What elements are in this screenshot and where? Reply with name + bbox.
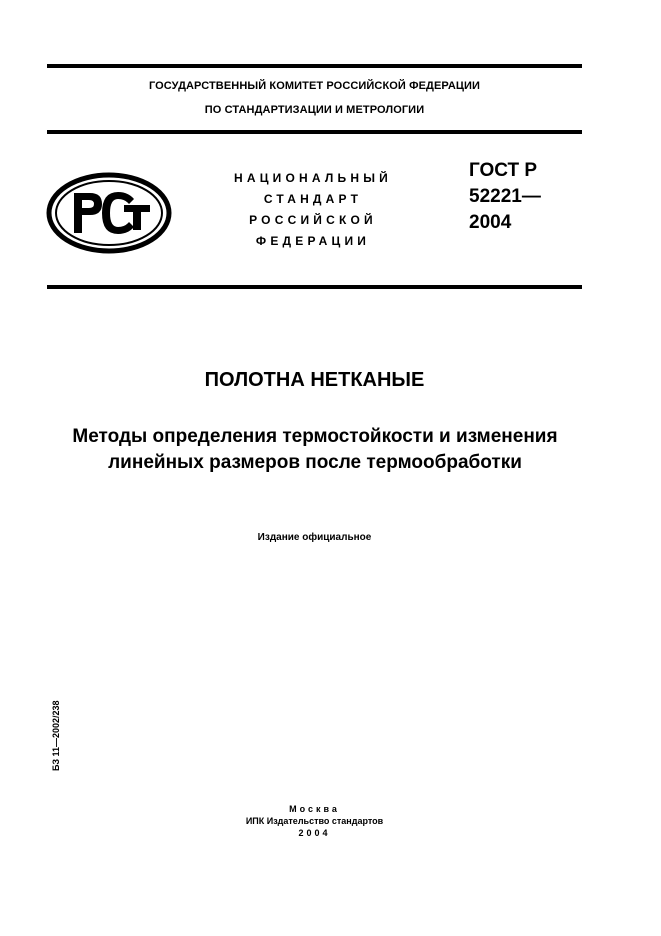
committee-line-2: ПО СТАНДАРТИЗАЦИИ И МЕТРОЛОГИИ bbox=[204, 104, 425, 116]
national-line-1: НАЦИОНАЛЬНЫЙ bbox=[233, 171, 393, 185]
edition-note: Издание официальное bbox=[257, 532, 372, 543]
subtitle-line-2: линейных размеров после термообработки bbox=[108, 452, 522, 473]
imprint-publisher: ИПК Издательство стандартов bbox=[245, 816, 384, 826]
national-standard-label bbox=[218, 168, 408, 252]
national-line-2: СТАНДАРТ bbox=[263, 192, 363, 206]
national-line-4: ФЕДЕРАЦИИ bbox=[255, 234, 371, 248]
subtitle-line-1: Методы определения термостойкости и изменения bbox=[72, 426, 558, 447]
gost-line-1: ГОСТ Р bbox=[469, 160, 538, 181]
middle-rule bbox=[47, 130, 582, 134]
imprint-year: 2004 bbox=[298, 828, 331, 838]
side-catalog-code: БЗ 11—2002/238 bbox=[51, 700, 61, 771]
imprint bbox=[47, 803, 582, 839]
gost-designation bbox=[469, 158, 541, 236]
gost-line-3: 2004 bbox=[469, 212, 512, 233]
imprint-city: Москва bbox=[289, 804, 340, 814]
document-title: ПОЛОТНА НЕТКАНЫЕ bbox=[204, 369, 425, 391]
committee-line-1: ГОСУДАРСТВЕННЫЙ КОМИТЕТ РОССИЙСКОЙ ФЕДЕРАЦИИ bbox=[148, 80, 481, 92]
rst-certification-mark-icon bbox=[46, 172, 172, 254]
top-rule bbox=[47, 64, 582, 68]
lower-rule bbox=[47, 285, 582, 289]
national-line-3: РОССИЙСКОЙ bbox=[249, 213, 377, 227]
gost-line-2: 52221— bbox=[469, 186, 541, 207]
document-subtitle bbox=[30, 424, 600, 476]
